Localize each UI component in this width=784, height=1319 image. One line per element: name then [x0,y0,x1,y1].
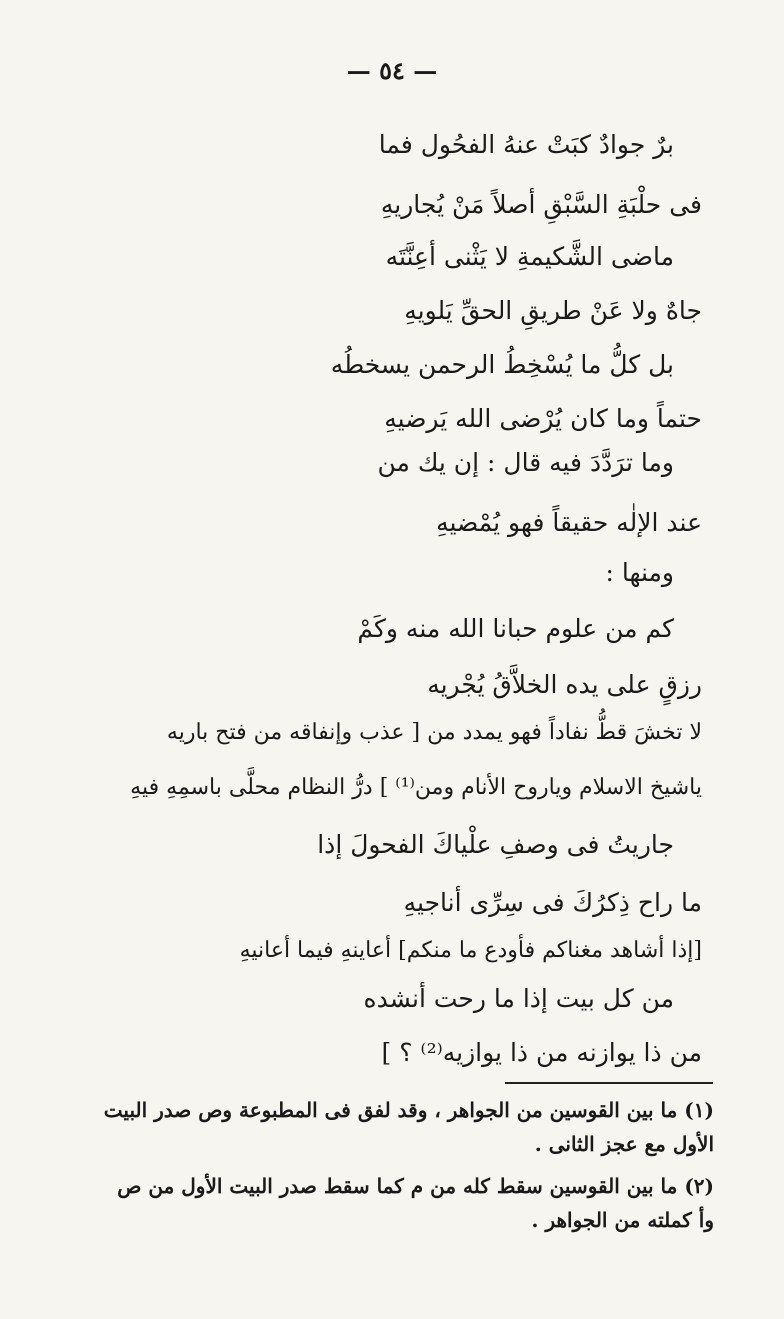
footnote-line: (٢) ما بين القوسين سقط كله من م كما سقط صدر البيت الأول من ص [117,1174,714,1198]
footnote-line: وأ كملته من الجواهر . [531,1208,714,1232]
verse-line: [إذا أشاهد مغناكم فأودع ما منكم] أعاينهِ فيما أعانيهِ [239,938,702,963]
verse-line: وما ترَدَّدَ فيه قال : إن يك من [377,448,674,477]
verse-line: رزقٍ على يده الخلاَّقُ يُجْريه [427,670,702,699]
verse-line: من كل بيت إذا ما رحت أنشده [363,984,674,1013]
verse-line: ماضى الشَّكيمةِ لا يَثْنى أعِنَّتَه [385,242,674,271]
verse-line: برٌ جوادٌ كبَتْ عنهُ الفحُول فما [378,130,674,159]
verse-line: بل كلُّ ما يُسْخِطُ الرحمن يسخطُه [330,350,674,379]
verse-line: حتماً وما كان يُرْضى الله يَرضيهِ [384,404,702,433]
page-number: — ٥٤ — [346,56,438,85]
footnote-divider [505,1082,713,1084]
footnote-line: الأول مع عجز الثانى . [534,1132,714,1156]
verse-line: كم من علوم حبانا الله منه وكَمْ [357,614,674,643]
footnote-line: (١) ما بين القوسين من الجواهر ، وقد لفق فى المطبوعة وص صدر البيت [103,1098,714,1122]
verse-line: ما راح ذِكرُكَ فى سِرِّى أناجيهِ [403,888,702,917]
verse-line: عند الإلٰه حقيقاً فهو يُمْضيهِ [436,508,702,537]
verse-line: ومنها : [605,558,674,587]
verse-line: جاريتُ فى وصفِ علْياكَ الفحولَ إذا [317,830,674,859]
verse-line: فى حلْبَةِ السَّبْقِ أصلاً مَنْ يُجاريهِ [380,190,702,219]
verse-line: ياشيخ الاسلام وياروح الأنام ومن⁽¹⁾ ] درُّ النظام محلَّى باسمِهِ فيهِ [130,775,702,800]
verse-line: لا تخشَ قطُّ نفاداً فهو يمدد من [ عذب وإنفاقه من فتح باريه [166,720,702,745]
verse-line: من ذا يوازنه من ذا يوازيه⁽²⁾ ؟ ] [381,1038,702,1067]
verse-line: جاهٌ ولا عَنْ طريقِ الحقِّ يَلويهِ [404,296,702,325]
